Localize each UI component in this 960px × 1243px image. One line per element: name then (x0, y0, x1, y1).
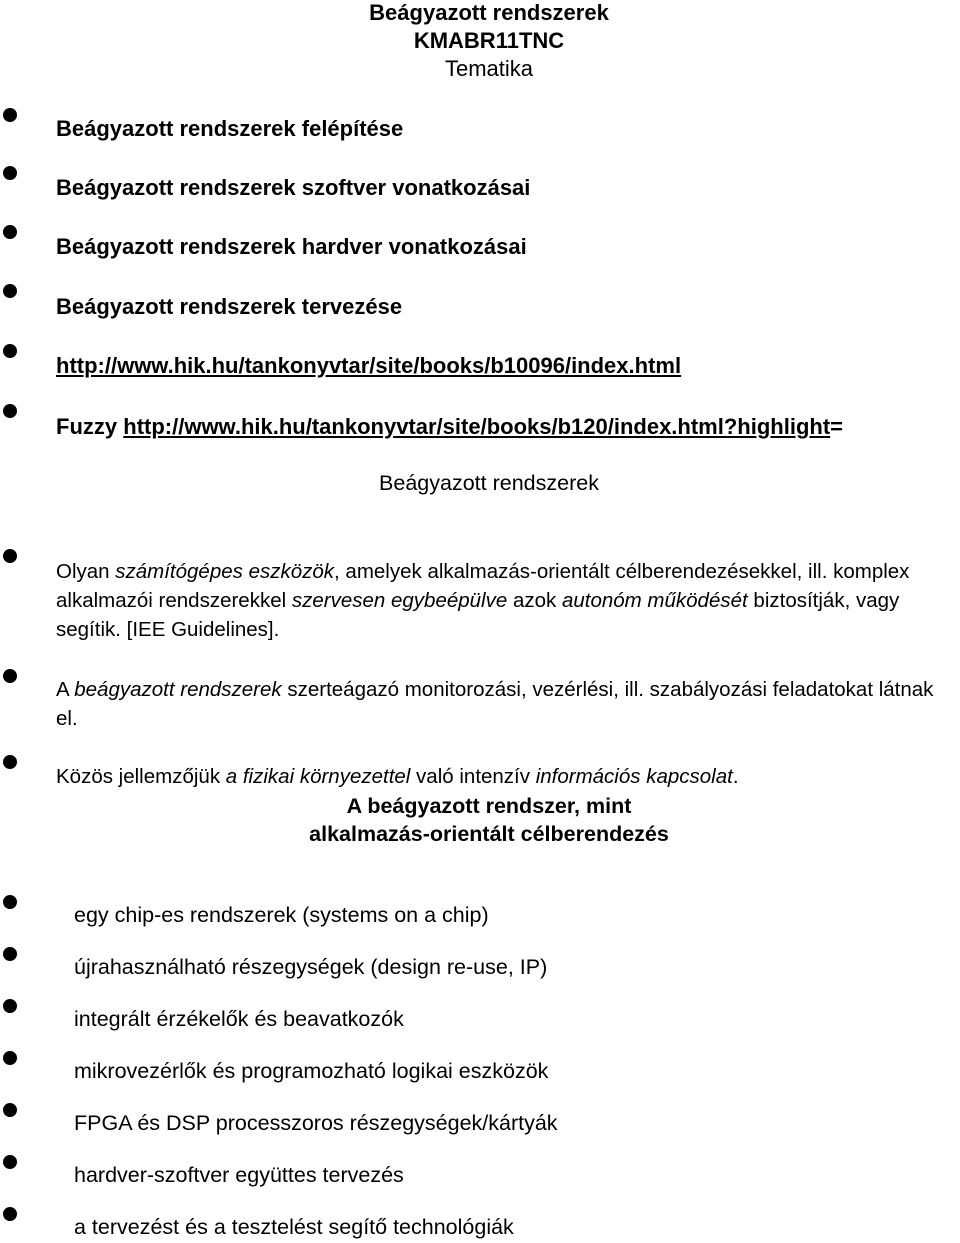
fuzzy-label: Fuzzy (56, 414, 118, 439)
bullet-icon (3, 669, 17, 683)
bullet-icon (3, 108, 17, 122)
text-run: információs kapcsolat (535, 765, 733, 788)
bullet-icon (3, 166, 17, 180)
text-run: azok (507, 589, 562, 612)
topic-item: Beágyazott rendszerek tervezése (56, 294, 403, 319)
topic-item: Beágyazott rendszerek szoftver vonatkozásai (56, 175, 531, 200)
bullet-icon (3, 947, 17, 961)
document-title: Beágyazott rendszerek (369, 0, 609, 25)
text-run: számítógépes eszközök (115, 560, 335, 583)
definition-paragraph (56, 557, 956, 644)
bullet-icon (3, 755, 17, 769)
bullet-icon (3, 549, 17, 563)
section-heading: Beágyazott rendszerek (379, 471, 599, 495)
bullet-icon (3, 225, 17, 239)
bullet-icon (3, 895, 17, 909)
topic-item: Beágyazott rendszerek felépítése (56, 116, 404, 141)
text-run: Közös jellemzőjük (56, 765, 226, 788)
text-run: . (732, 765, 739, 788)
feature-item: hardver-szoftver együttes tervezés (74, 1163, 404, 1187)
feature-item: újrahasználható részegységek (design re-use, IP) (74, 955, 548, 979)
text-run: Olyan (56, 560, 116, 583)
link-suffix: = (830, 414, 844, 439)
feature-item: integrált érzékelők és beavatkozók (74, 1007, 404, 1031)
text-run: autonóm működését (561, 589, 748, 612)
feature-item: FPGA és DSP processzoros részegységek/kártyák (74, 1111, 558, 1135)
section-heading-line2: alkalmazás-orientált célberendezés (309, 822, 669, 846)
tasks-paragraph (56, 675, 956, 733)
course-code: KMABR11TNC (413, 28, 565, 53)
book-link-b120[interactable]: http://www.hik.hu/tankonyvtar/site/books/b120/index.html?highlight (123, 414, 831, 439)
bullet-icon (3, 1207, 17, 1221)
section-heading-line1: A beágyazott rendszer, mint (346, 794, 632, 818)
feature-item: a tervezést és a tesztelést segítő technológiák (74, 1215, 514, 1239)
text-run: szerteágazó monitorozási, vezérlési, ill. szabályozási feladatokat látnak el. (56, 678, 934, 730)
topic-item: Beágyazott rendszerek hardver vonatkozásai (56, 234, 527, 259)
bullet-icon (3, 284, 17, 298)
text-run: a fizikai környezettel (225, 765, 411, 788)
book-link-b10096[interactable]: http://www.hik.hu/tankonyvtar/site/books/b10096/index.html (56, 353, 682, 378)
feature-item: mikrovezérlők és programozható logikai eszközök (74, 1059, 549, 1083)
text-run: biztosítják, vagy segítik. [IEE Guidelines]. (56, 589, 900, 641)
bullet-icon (3, 999, 17, 1013)
text-run: szervesen egybeépülve (291, 589, 508, 612)
fuzzy-link-line (56, 414, 843, 440)
text-run: beágyazott rendszerek (74, 678, 282, 701)
text-run: , amelyek alkalmazás-orientált célberendezésekkel, ill. komplex alkalmazói rendszerekkel (56, 560, 910, 612)
feature-paragraph (56, 762, 956, 791)
document-subtitle: Tematika (444, 56, 534, 81)
bullet-icon (3, 344, 17, 358)
text-run: A (56, 678, 75, 701)
bullet-icon (3, 1103, 17, 1117)
feature-item: egy chip-es rendszerek (systems on a chip) (74, 903, 489, 927)
text-run: való intenzív (410, 765, 536, 788)
bullet-icon (3, 1155, 17, 1169)
bullet-icon (3, 404, 17, 418)
bullet-icon (3, 1051, 17, 1065)
